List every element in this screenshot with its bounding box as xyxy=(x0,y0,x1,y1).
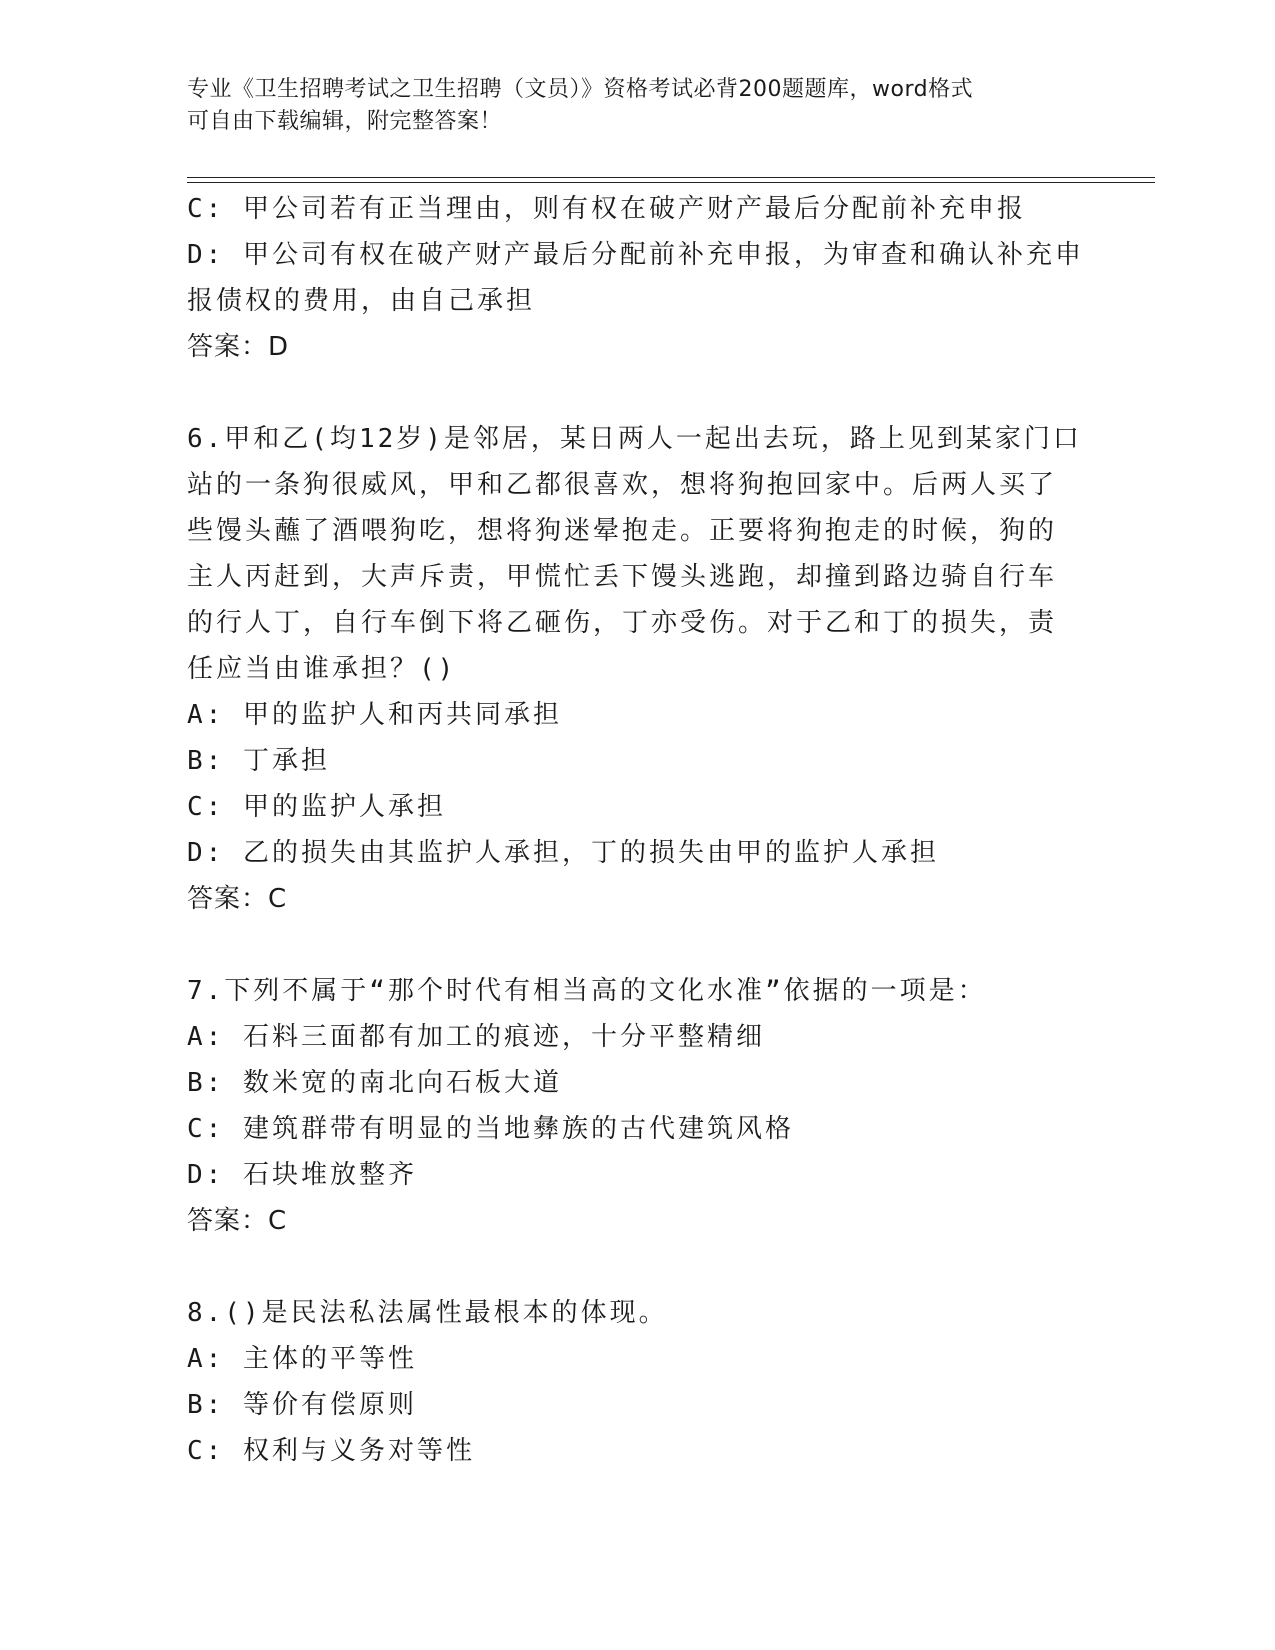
document-header xyxy=(187,74,1067,138)
option-d: D: 乙的损失由其监护人承担，丁的损失由甲的监护人承担 xyxy=(187,838,939,868)
answer: 答案：C xyxy=(187,1206,288,1236)
question-stem: 8.()是民法私法属性最根本的体现。 xyxy=(187,1298,668,1328)
option-c: C: 甲的监护人承担 xyxy=(187,792,446,822)
option-c: C: 权利与义务对等性 xyxy=(187,1436,475,1466)
question-stem-line: 6.甲和乙(均12岁)是邻居，某日两人一起出去玩，路上见到某家门口 xyxy=(187,424,1082,454)
question-stem-line: 任应当由谁承担？() xyxy=(187,654,457,684)
document-body xyxy=(187,186,1087,1474)
option-a: A: 主体的平等性 xyxy=(187,1344,417,1374)
question-stem-line: 主人丙赶到，大声斥责，甲慌忙丢下馒头逃跑，却撞到路边骑自行车 xyxy=(187,562,1058,592)
question-8 xyxy=(187,1290,1087,1474)
option-b: B: 数米宽的南北向石板大道 xyxy=(187,1068,562,1098)
question-5-fragment xyxy=(187,186,1087,370)
answer: 答案：C xyxy=(187,884,288,914)
option-a: A: 石料三面都有加工的痕迹，十分平整精细 xyxy=(187,1022,765,1052)
option-b: B: 丁承担 xyxy=(187,746,330,776)
question-stem-line: 些馒头蘸了酒喂狗吃，想将狗迷晕抱走。正要将狗抱走的时候，狗的 xyxy=(187,516,1058,546)
header-divider-bottom xyxy=(187,182,1155,183)
question-stem-line: 站的一条狗很威风，甲和乙都很喜欢，想将狗抱回家中。后两人买了 xyxy=(187,470,1058,500)
question-6 xyxy=(187,416,1087,922)
option-b: B: 等价有偿原则 xyxy=(187,1390,417,1420)
option-d-line-1: D: 甲公司有权在破产财产最后分配前补充申报，为审查和确认补充申 xyxy=(187,240,1084,270)
question-stem-line: 的行人丁，自行车倒下将乙砸伤，丁亦受伤。对于乙和丁的损失，责 xyxy=(187,608,1058,638)
option-c: C: 建筑群带有明显的当地彝族的古代建筑风格 xyxy=(187,1114,794,1144)
header-divider-top xyxy=(187,177,1155,178)
question-7 xyxy=(187,968,1087,1244)
option-c: C: 甲公司若有正当理由，则有权在破产财产最后分配前补充申报 xyxy=(187,194,1026,224)
header-line-2: 可自由下载编辑，附完整答案！ xyxy=(187,109,503,134)
question-stem: 7.下列不属于“那个时代有相当高的文化水准”依据的一项是： xyxy=(187,976,987,1006)
option-d-line-2: 报债权的费用，由自己承担 xyxy=(187,286,536,316)
header-line-1: 专业《卫生招聘考试之卫生招聘（文员）》资格考试必背200题题库，word格式 xyxy=(187,77,974,102)
option-d: D: 石块堆放整齐 xyxy=(187,1160,417,1190)
answer: 答案：D xyxy=(187,332,290,362)
option-a: A: 甲的监护人和丙共同承担 xyxy=(187,700,562,730)
